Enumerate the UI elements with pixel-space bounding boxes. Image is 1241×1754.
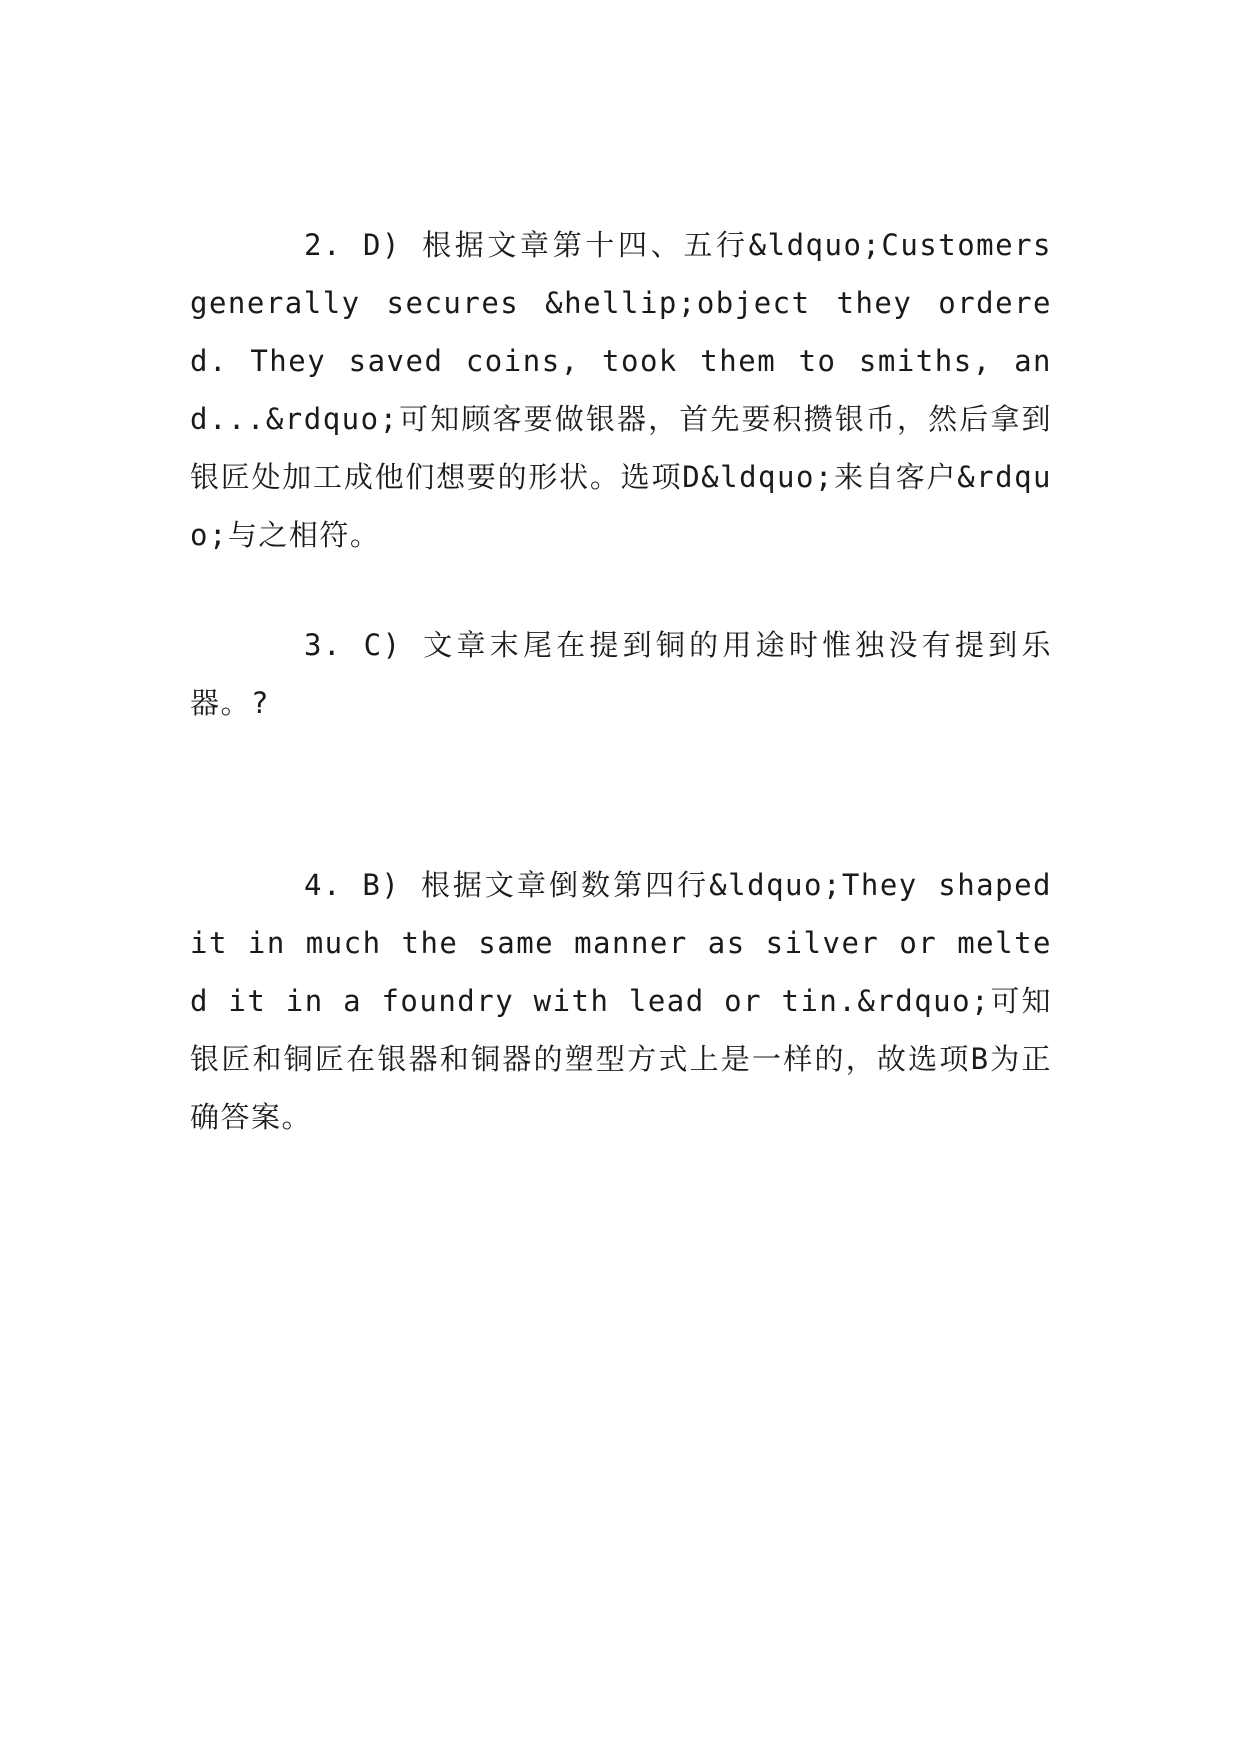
answer-paragraph-2: 2. D) 根据文章第十四、五行&ldquo;Customers generally secures &hellip;object they ordered. They saved coins, took them to smiths, and...&rdquo;可知顾客要做银器，首先要积攒银币，然后拿到银匠处加工成他们想要的形状。选项D&ldquo;来自客户&rdquo;与之相符。 (190, 228, 1052, 552)
answer-paragraph-3: 3. C) 文章末尾在提到铜的用途时惟独没有提到乐器。? (190, 628, 1052, 720)
answer-paragraph-4: 4. B) 根据文章倒数第四行&ldquo;They shaped it in much the same manner as silver or melted it in a foundry with lead or tin.&rdquo;可知银匠和铜匠在银器和铜器的塑型方式上是一样的，故选项B为正确答案。 (190, 868, 1052, 1134)
